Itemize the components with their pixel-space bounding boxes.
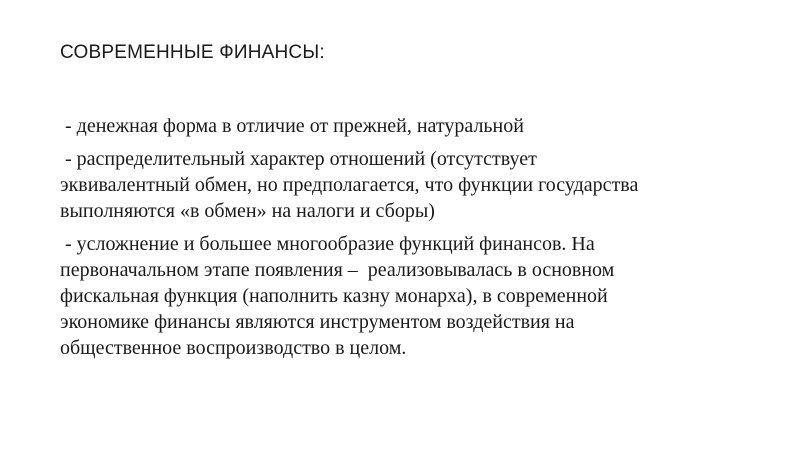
paragraph-line: - денежная форма в отличие от прежней, натуральной — [60, 115, 524, 137]
bullet-paragraph-money-form — [60, 113, 760, 139]
paragraph-line: эквивалентный обмен, но предполагается, что функции государства — [60, 174, 639, 196]
paragraph-line: - усложнение и большее многообразие функций финансов. На — [60, 233, 595, 255]
paragraph-line: - распределительный характер отношений (отсутствует — [60, 148, 537, 170]
slide-title: СОВРЕМЕННЫЕ ФИНАНСЫ: — [60, 42, 325, 63]
paragraph-line: экономике финансы являются инструментом воздействия на — [60, 311, 575, 333]
paragraph-line: фискальная функция (наполнить казну монарха), в современной — [60, 285, 608, 307]
bullet-paragraph-distributive-nature — [60, 146, 760, 224]
paragraph-line: выполняются «в обмен» на налоги и сборы) — [60, 200, 435, 222]
paragraph-line: первоначальном этапе появления – реализовывалась в основном — [60, 259, 615, 281]
bullet-paragraph-function-complexity — [60, 231, 760, 361]
paragraph-line: общественное воспроизводство в целом. — [60, 337, 407, 359]
